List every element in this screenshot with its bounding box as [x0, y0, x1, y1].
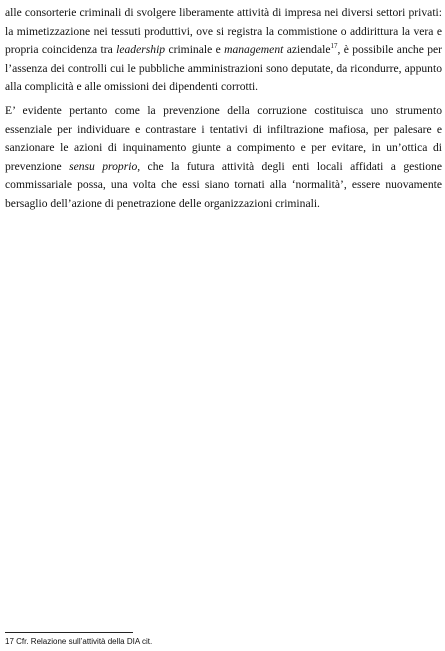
- para2-segment-0: E’ evidente pertanto come la prevenzione della corruzione costituisca uno strumento essenziale per individuare e contrastare i tentativi di infiltrazione mafiosa, per palesare e sanzionare le azioni di inquinamento giunte a compimento e per evitare, in un’ottica di prevenzione: [5, 103, 442, 173]
- para1-segment-3: management: [224, 43, 284, 57]
- para1-segment-6: , è possibile anche per l’assenza dei controlli cui le pubbliche amministrazioni sono deputate, da ricondurre, appunto alla complicità e alle omissioni dei dipendenti corrotti.: [5, 43, 442, 94]
- body-text: [5, 4, 442, 214]
- para1-segment-4: aziendale: [283, 43, 331, 57]
- paragraph-1: [5, 4, 442, 97]
- para2-segment-1: sensu proprio: [69, 159, 138, 173]
- footnote: 17 Cfr. Relazione sull’attività della DIA cit.: [5, 637, 153, 646]
- para1-segment-1: leadership: [116, 43, 166, 57]
- paragraph-2: [5, 102, 442, 214]
- footnote-divider: [5, 632, 133, 633]
- para1-segment-0: alle consorterie criminali di svolgere liberamente attività di impresa nei diversi settori privati: la mimetizzazione nei tessuti produttivi, ove si registra la commistione o addirittura la vera e propria coincidenza tra: [5, 6, 442, 57]
- para2-segment-2: , che la futura attività degli enti locali affidati a gestione commissariale possa, una volta che essi siano tornati alla ‘normalità’, essere nuovamente bersaglio dell’azione di penetrazione delle organizzazioni criminali.: [5, 159, 442, 210]
- para1-segment-2: criminale e: [165, 43, 225, 57]
- footnote-reference[interactable]: 17: [330, 42, 338, 51]
